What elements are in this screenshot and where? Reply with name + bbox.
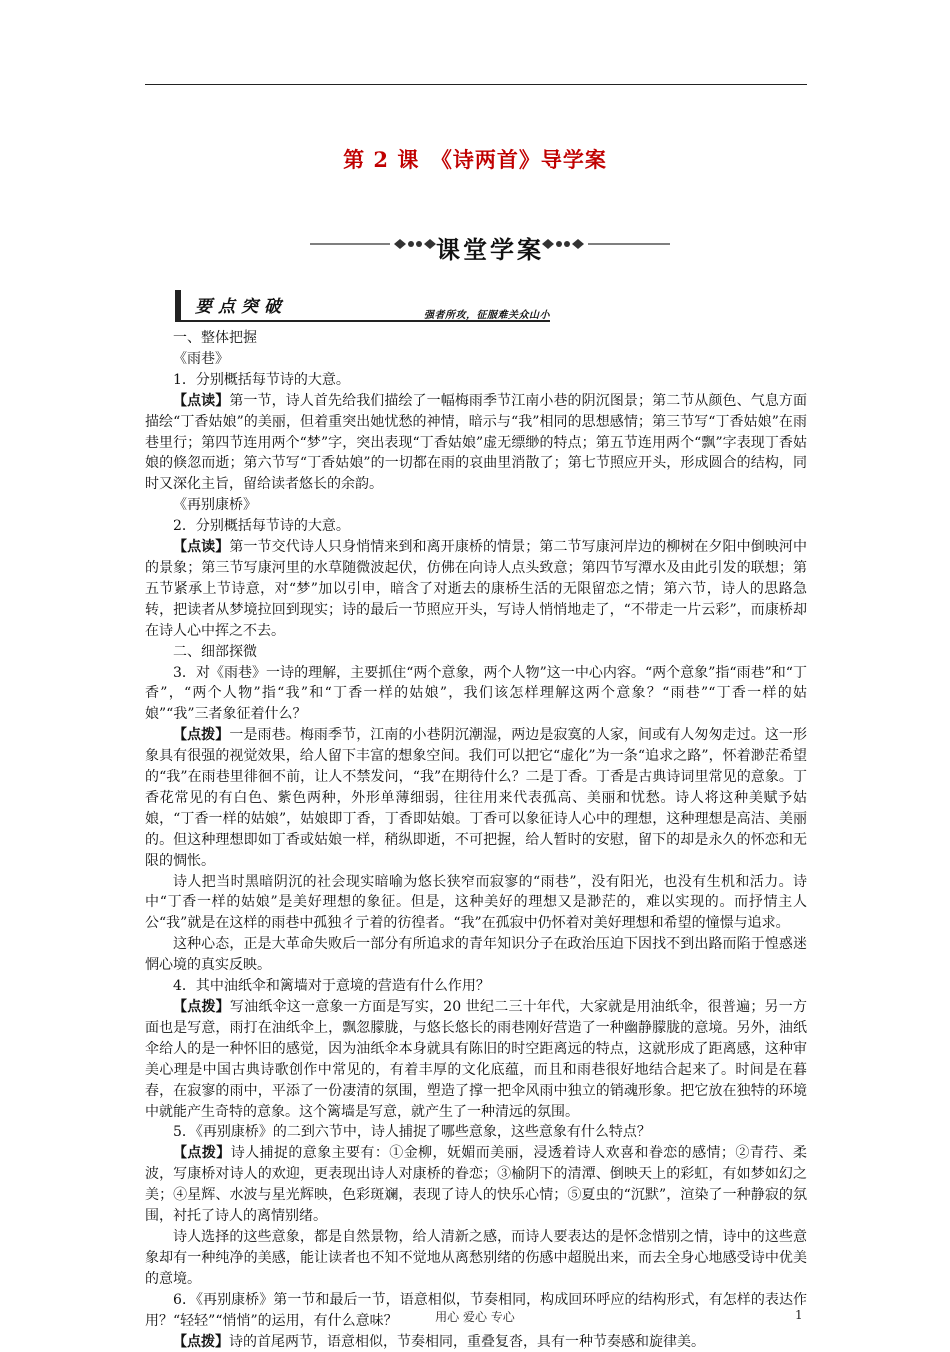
paragraph: [145, 516, 807, 537]
paragraph-text: 诗人选择的这些意象，都是自然景物，给人清新之感，而诗人要表达的是怀念惜别之情，诗中的这些意象却有一种纯净的美感，能让读者也不知不觉地从离愁别绪的伤感中超脱出来，而去全身心地感受诗中优美的意境。: [145, 1229, 807, 1287]
paragraph-text: 1．分别概括每节诗的大意。: [173, 372, 350, 388]
paragraph-text: 6．《再别康桥》第一节和最后一节，语意相似，节奏相同，构成回环呼应的结构形式，有怎样的表达作用？“轻轻”“悄悄”的运用，有什么意味？: [145, 1292, 807, 1329]
keypoints-bar: [175, 290, 181, 320]
paragraph: [145, 391, 807, 496]
paragraph-text: 4．其中油纸伞和篱墙对于意境的营造有什么作用？: [173, 978, 490, 994]
paragraph: [145, 976, 807, 997]
page-title: 第 2 课 《诗两首》导学案: [0, 144, 950, 174]
document-body: [145, 328, 807, 1352]
paragraph: [145, 934, 807, 976]
keypoints-header: [175, 290, 550, 322]
paragraph: [145, 1332, 807, 1352]
paragraph: [145, 997, 807, 1122]
paragraph-text: 第一节，诗人首先给我们描绘了一幅梅雨季节江南小巷的阴沉图景；第二节从颜色、气息方面描绘“丁香姑娘”的美丽，但着重突出她忧愁的神情，暗示与“我”相同的思想感情；第三节写“丁香姑娘”在雨巷里行；第四节连用两个“梦”字，突出表现“丁香姑娘”虚无缥缈的特点；第五节连用两个“飘”字表现丁香姑娘的倏忽而逝；第六节写“丁香姑娘”的一切都在雨的哀曲里消散了；第七节照应开头，形成圆合的结构，同时又深化主旨，留给读者悠长的余韵。: [145, 393, 807, 493]
paragraph: [145, 349, 807, 370]
paragraph-text: 写油纸伞这一意象一方面是写实，20 世纪二三十年代，大家就是用油纸伞，很普遍；另一方面也是写意，雨打在油纸伞上，飘忽朦胧，与悠长悠长的雨巷刚好营造了一种幽静朦胧的意境。另外，油纸伞给人的是一种怀旧的感觉，因为油纸伞本身就具有陈旧的时空距离远的特点，这就形成了距离感，这种审美心理是中国古典诗歌创作中常见的，有着丰厚的文化底蕴，而且和雨巷很好地结合起来了。时间是在暮春，在寂寥的雨中，平添了一份凄清的氛围，塑造了撑一把伞风雨中独立的销魂形象。把它放在独特的环境中就能产生奇特的意象。这个篱墙是写意，就产生了一种清远的氛围。: [145, 999, 807, 1120]
paragraph: [145, 1122, 807, 1143]
paragraph-label: 【点读】: [173, 393, 229, 409]
banner-title: 课堂学案: [310, 230, 670, 265]
paragraph-text: 2．分别概括每节诗的大意。: [173, 518, 350, 534]
paragraph: [145, 537, 807, 642]
paragraph-text: 5．《再别康桥》的二到六节中，诗人捕捉了哪些意象，这些意象有什么特点？: [173, 1124, 651, 1140]
paragraph: [145, 872, 807, 935]
paragraph-text: 诗的首尾两节，语意相似，节奏相同，重叠复沓，具有一种节奏感和旋律美。: [229, 1334, 705, 1350]
paragraph-text: 第一节交代诗人只身悄情来到和离开康桥的情景；第二节写康河岸边的柳树在夕阳中倒映河中的景象；第三节写康河里的水草随微波起伏，仿佛在向诗人点头致意；第四节写潭水及由此引发的联想；第五节紧承上节诗意，对“梦”加以引申，暗含了对逝去的康桥生活的无限留恋之情；第六节，诗人的思路急转，把读者从梦境拉回到现实；诗的最后一节照应开头，写诗人悄悄地走了，“不带走一片云彩”，而康桥却在诗人心中挥之不去。: [145, 539, 807, 639]
top-rule: [145, 84, 807, 85]
paragraph-label: 【点拨】: [173, 727, 229, 743]
paragraph: [145, 370, 807, 391]
paragraph-text: 这种心态，正是大革命失败后一部分有所追求的青年知识分子在政治压迫下因找不到出路而陷于惶惑迷惘心境的真实反映。: [145, 936, 807, 973]
paragraph-text: 一、整体把握: [173, 330, 257, 346]
keypoints-slogan: 强者所攻，征服难关众山小: [424, 306, 550, 321]
paragraph-label: 【点拨】: [173, 999, 230, 1015]
keypoints-label: 要点突破: [195, 292, 287, 317]
footer-text: 用心 爱心 专心: [0, 1308, 950, 1325]
paragraph-label: 【点拨】: [173, 1145, 231, 1161]
paragraph: [145, 1143, 807, 1227]
paragraph-text: 《雨巷》: [173, 351, 229, 367]
section-banner: [310, 226, 670, 262]
paragraph-text: 二、细部探微: [173, 644, 257, 660]
paragraph: [145, 663, 807, 726]
paragraph-text: 诗人捕捉的意象主要有：①金柳，妩媚而美丽，浸透着诗人欢喜和眷恋的感情；②青荇、柔波，写康桥对诗人的欢迎，更表现出诗人对康桥的眷恋；③榆阴下的清潭、倒映天上的彩虹，有如梦如幻之美；④星辉、水波与星光辉映，色彩斑斓，表现了诗人的快乐心情；⑤夏虫的“沉默”，渲染了一种静寂的氛围，衬托了诗人的离情别绪。: [145, 1145, 807, 1224]
paragraph-text: 《再别康桥》: [173, 497, 257, 513]
paragraph-label: 【点读】: [173, 539, 229, 555]
paragraph-text: 一是雨巷。梅雨季节，江南的小巷阴沉潮湿，两边是寂寞的人家，间或有人匆匆走过。这一形象具有很强的视觉效果，给人留下丰富的想象空间。我们可以把它“虚化”为一条“追求之路”，怀着渺茫希望的“我”在雨巷里徘徊不前，让人不禁发问，“我”在期待什么？二是丁香。丁香是古典诗词里常见的意象。丁香花常见的有白色、紫色两种，外形单薄细弱，往往用来代表孤高、美丽和忧愁。诗人将这种美赋予姑娘，“丁香一样的姑娘”，姑娘即丁香，丁香即姑娘。丁香可以象征诗人心中的理想，这种理想是高洁、美丽的。但这种理想即如丁香或姑娘一样，稍纵即逝，不可把握，给人暂时的安慰，留下的却是永久的怀恋和无限的惆怅。: [145, 727, 807, 868]
page-number: 1: [795, 1308, 803, 1322]
paragraph: [145, 328, 807, 349]
paragraph: [145, 642, 807, 663]
keypoints-underline: [175, 320, 550, 322]
paragraph-label: 【点拨】: [173, 1334, 229, 1350]
paragraph: [145, 725, 807, 871]
paragraph-text: 3．对《雨巷》一诗的理解，主要抓住“两个意象，两个人物”这一中心内容。“两个意象”指“雨巷”和“丁香”，“两个人物”指“我”和“丁香一样的姑娘”，我们该怎样理解这两个意象？“雨巷”“丁香一样的姑娘”“我”三者象征着什么？: [145, 665, 807, 723]
paragraph: [145, 1227, 807, 1290]
paragraph: [145, 495, 807, 516]
paragraph-text: 诗人把当时黑暗阴沉的社会现实暗喻为悠长狭窄而寂寥的“雨巷”，没有阳光，也没有生机和活力。诗中“丁香一样的姑娘”是美好理想的象征。但是，这种美好的理想又是渺茫的，难以实现的。而抒情主人公“我”就是在这样的雨巷中孤独彳亍着的彷徨者。“我”在孤寂中仍怀着对美好理想和希望的憧憬与追求。: [145, 874, 807, 932]
